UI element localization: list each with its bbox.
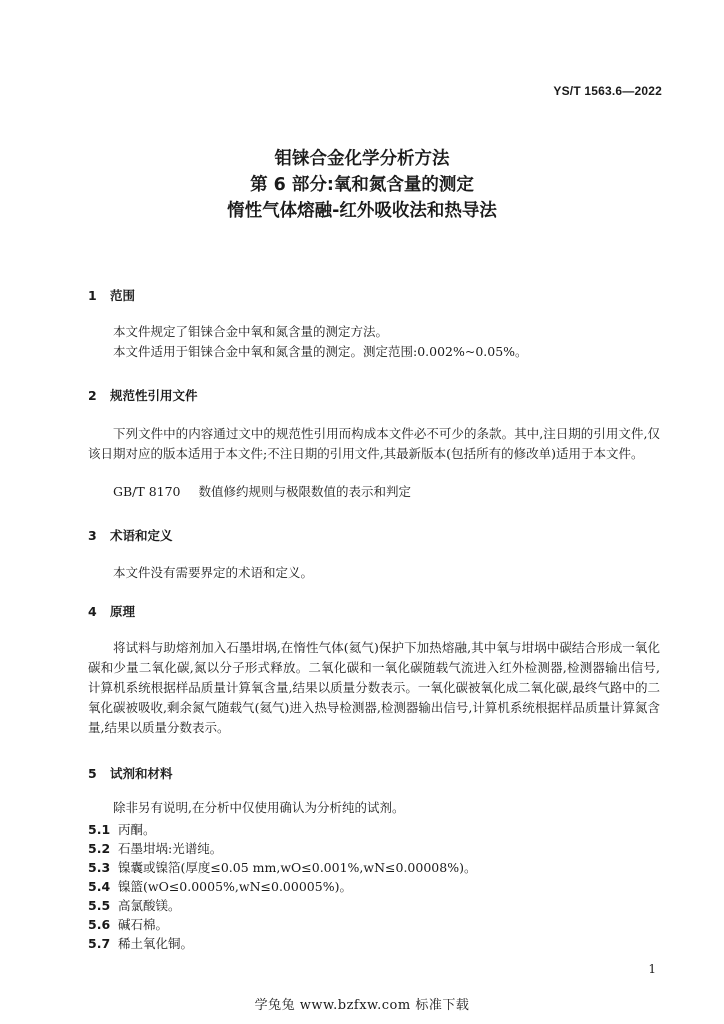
list-item [88,877,352,897]
item-text: 碱石棉。 [118,917,169,932]
title-line-1: 钼铼合金化学分析方法 [274,149,450,169]
list-item [88,858,476,878]
section-title: 试剂和材料 [110,766,173,781]
section-4-heading [88,602,135,620]
section-title: 范围 [110,288,136,303]
title-line-2: 第 6 部分:氧和氮含量的测定 [250,175,474,195]
item-number: 5.3 [88,860,111,875]
item-number: 5.1 [88,822,111,837]
section-3-heading [88,526,173,544]
section-title: 术语和定义 [110,528,173,543]
normative-reference [113,482,411,502]
reference-code: GB/T 8170 [113,484,181,499]
section-number: 2 [88,388,97,403]
list-item [88,820,156,840]
section-5-heading [88,764,173,782]
item-number: 5.5 [88,898,111,913]
list-item [88,839,222,859]
item-number: 5.2 [88,841,111,856]
section-number: 3 [88,528,97,543]
title-line-3: 惰性气体熔融-红外吸收法和热导法 [227,201,497,221]
item-text: 镍囊或镍箔(厚度≤0.05 mm,wO≤0.001%,wN≤0.00008%)。 [118,860,477,875]
document-title [0,146,724,224]
section-4-para-1: 将试料与助熔剂加入石墨坩埚,在惰性气体(氦气)保护下加热熔融,其中氧与坩埚中碳结合形成一氧化碳和少量二氧化碳,氮以分子形式释放。二氧化碳和一氧化碳随载气流进入红外检测器,检测器输出信号,计算机系统根据样品质量计算氧含量,结果以质量分数表示。一氧化碳被氧化成二氧化碳,最终气路中的二氧化碳被吸收,剩余氮气随载气(氦气)进入热导检测器,检测器输出信号,计算机系统根据样品质量计算氮含量,结果以质量分数表示。 [88,640,660,735]
item-number: 5.4 [88,879,111,894]
watermark-footer: 学兔兔 www.bzfxw.com 标准下载 [254,998,470,1013]
item-number: 5.7 [88,936,111,951]
item-text: 高氯酸镁。 [118,898,181,913]
list-item [88,896,181,916]
item-text: 丙酮。 [118,822,156,837]
item-text: 石墨坩埚:光谱纯。 [118,841,223,856]
section-1-para-1: 本文件规定了钼铼合金中氧和氮含量的测定方法。 [113,324,389,339]
list-item [88,934,193,954]
item-text: 镍篮(wO≤0.0005%,wN≤0.00005%)。 [118,879,352,894]
section-2-para-1: 下列文件中的内容通过文中的规范性引用而构成本文件必不可少的条款。其中,注日期的引用文件,仅该日期对应的版本适用于本文件;不注日期的引用文件,其最新版本(包括所有的修改单)适用于本文件。 [88,426,660,461]
section-number: 5 [88,766,97,781]
list-item [88,915,168,935]
section-number: 1 [88,288,97,303]
section-2-heading [88,386,198,404]
item-text: 稀土氧化铜。 [118,936,194,951]
section-title: 原理 [110,604,136,619]
item-number: 5.6 [88,917,111,932]
section-number: 4 [88,604,97,619]
reference-title: 数值修约规则与极限数值的表示和判定 [198,484,412,499]
section-1-para-2: 本文件适用于钼铼合金中氧和氮含量的测定。测定范围:0.002%~0.05%。 [113,344,528,359]
section-5-intro: 除非另有说明,在分析中仅使用确认为分析纯的试剂。 [113,800,405,815]
standard-code: YS/T 1563.6—2022 [553,84,662,98]
section-title: 规范性引用文件 [110,388,198,403]
page-number: 1 [648,962,656,976]
section-3-para-1: 本文件没有需要界定的术语和定义。 [113,565,314,580]
section-1-heading [88,286,135,304]
